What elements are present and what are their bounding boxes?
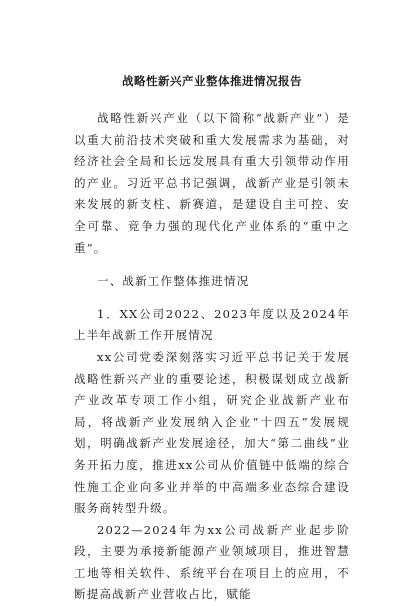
section-heading-1: 一、战新工作整体推进情况 [97, 273, 250, 288]
body-paragraph-2: 2022—2024年为xx公司战新产业起步阶段，主要为承接新能源产业领域项目，推进智慧工地等相关软件、系统平台在项目上的应用，不断提高战新产业营收占比，赋能 [74, 522, 350, 602]
document-title: 战略性新兴产业整体推进情况报告 [122, 74, 302, 88]
body-paragraph-1: xx公司党委深刻落实习近平总书记关于发展战略性新兴产业的重要论述，积极谋划成立战新产业改革专项工作小组，研究企业战新产业布局，将战新产业发展纳入企业“十四五”发展规划，明确战新产业发展途径，加大“第二曲线”业务开拓力度，推进xx公司从价值链中低端的综合性施工企业向多业并举的中高端多业态综合建设服务商转型升级。 [74, 349, 350, 516]
subsection-heading-1: 1．XX公司2022、2023年度以及2024年上半年战新工作开展情况 [74, 306, 350, 343]
intro-paragraph: 战略性新兴产业（以下简称“战新产业”）是以重大前沿技术突破和重大发展需求为基础，对经济社会全局和长远发展具有重大引领带动作用的产业。习近平总书记强调，战新产业是引领未来发展的新支柱、新赛道，是建设自主可控、安全可靠、竞争力强的现代化产业体系的“重中之重”。 [74, 111, 350, 255]
